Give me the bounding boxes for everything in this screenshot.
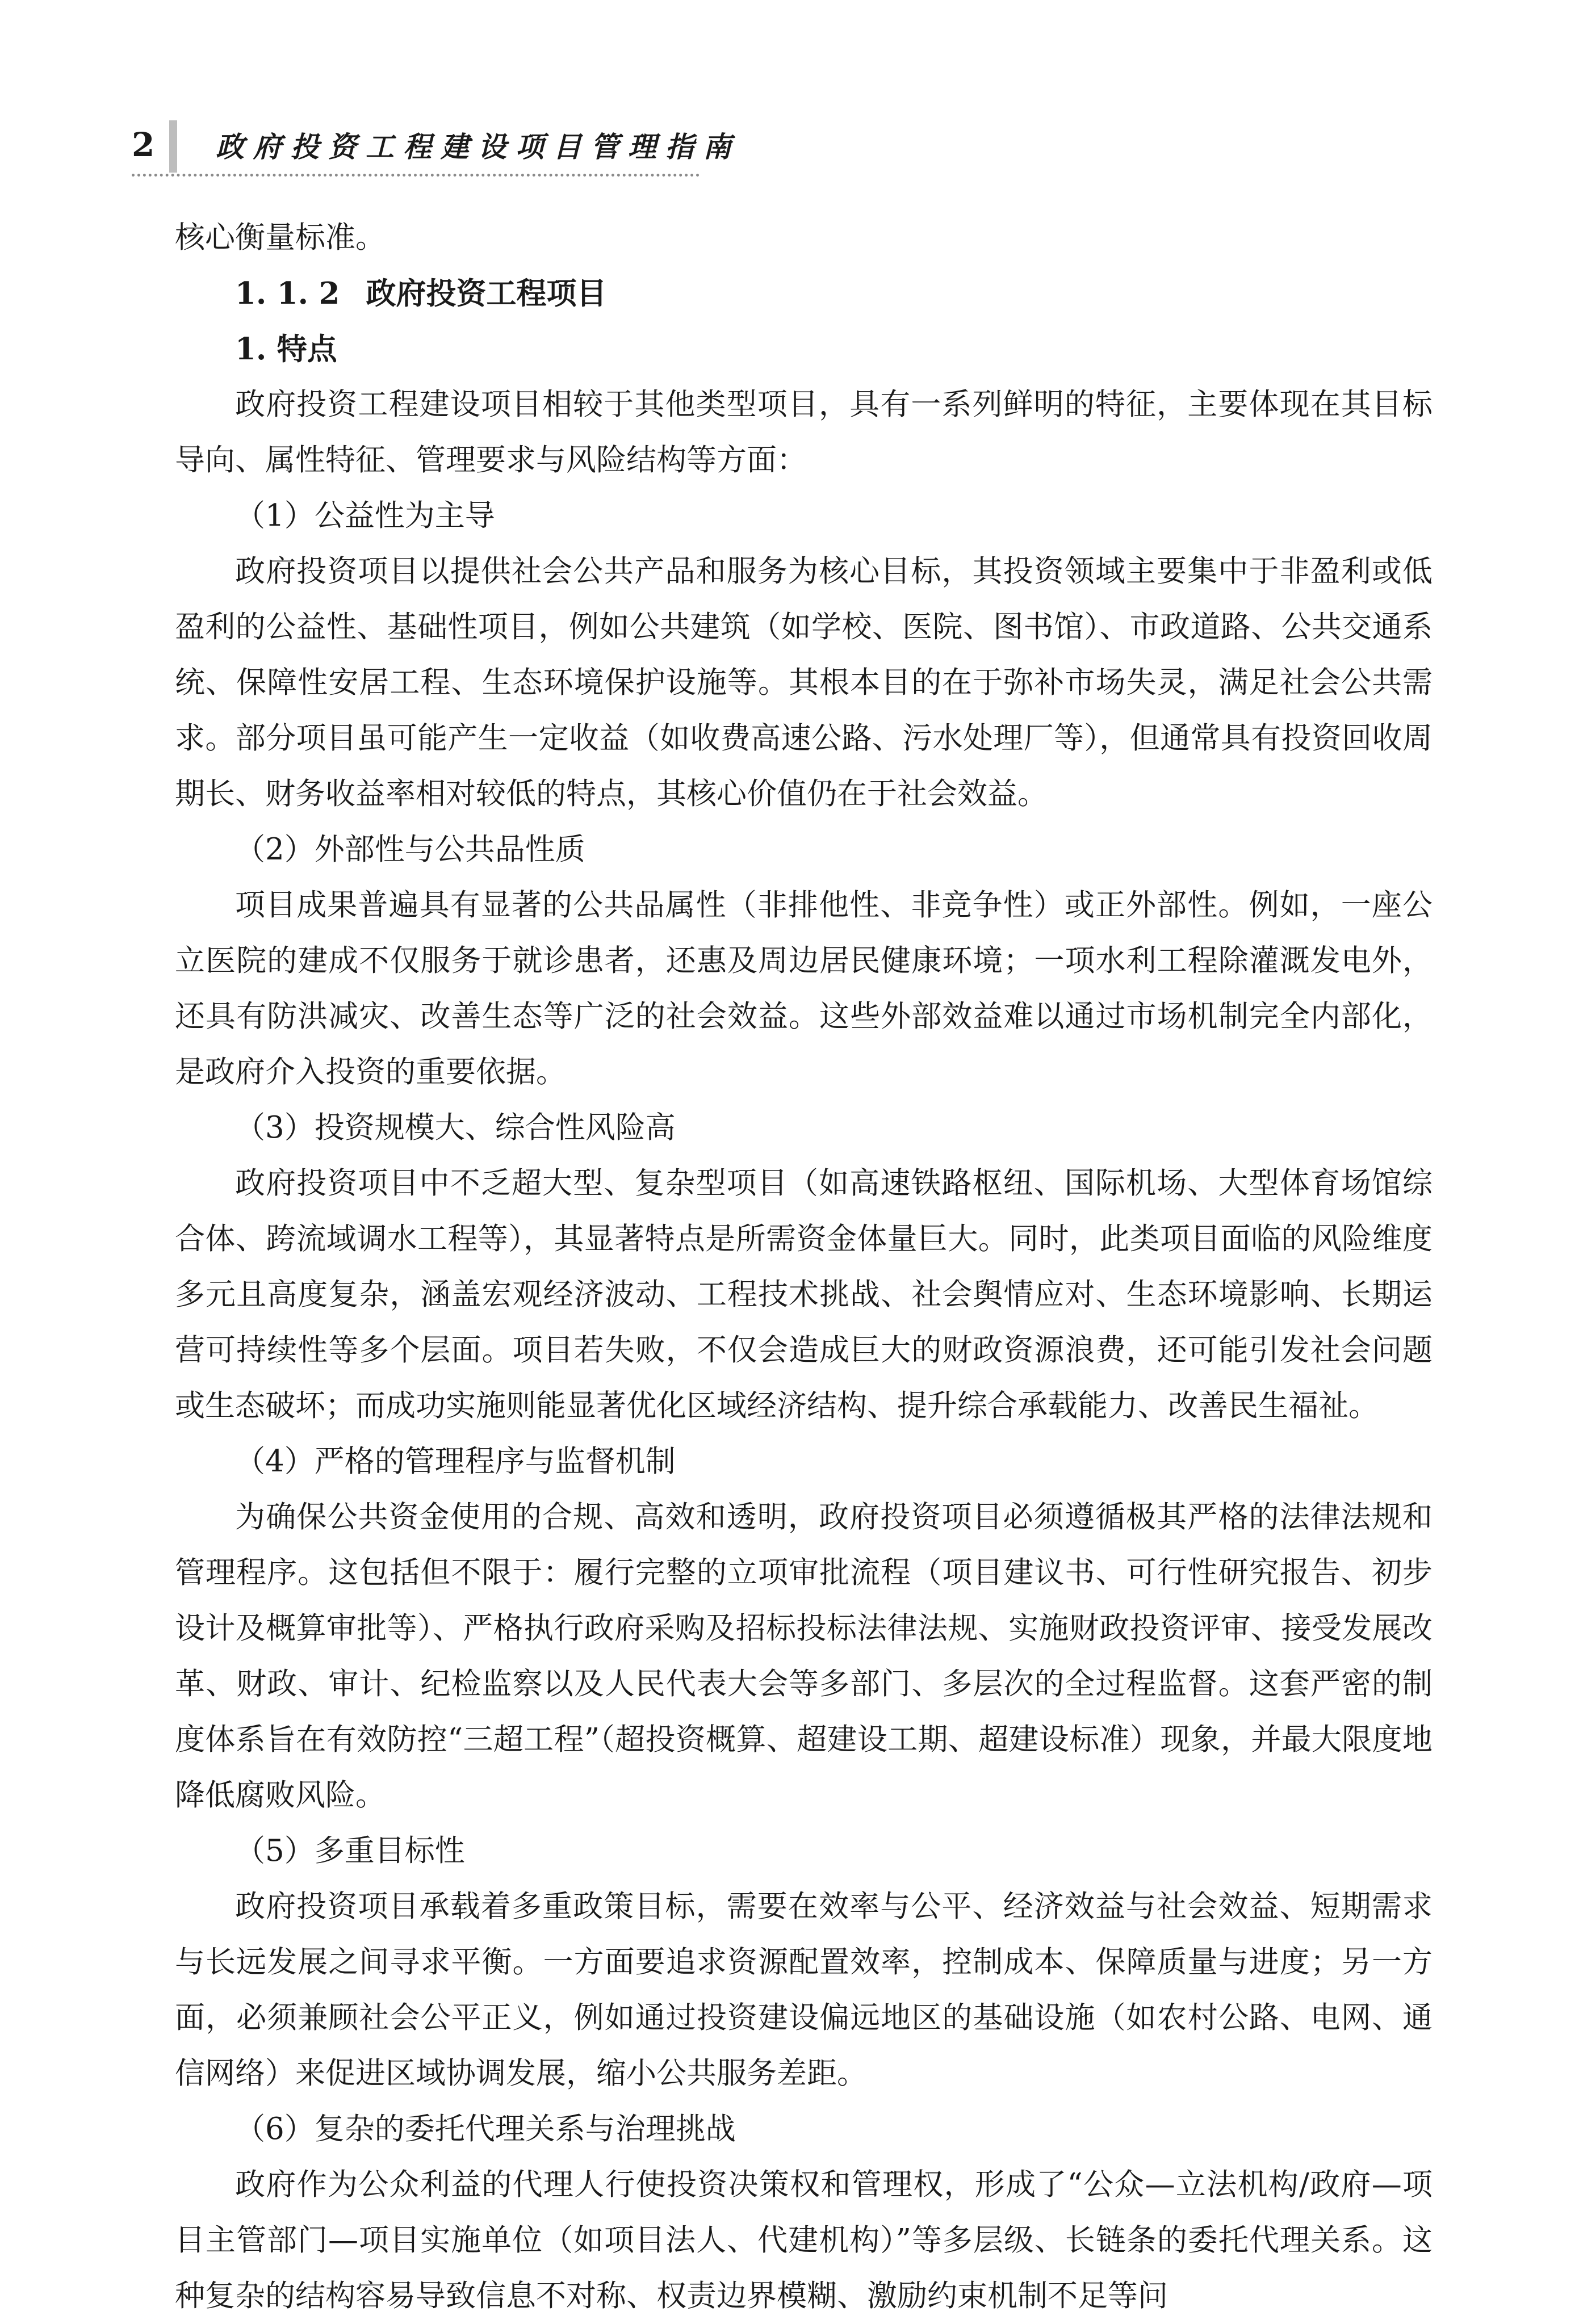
header-divider-bar xyxy=(169,120,177,173)
running-title: 政府投资工程建设项目管理指南 xyxy=(216,130,740,163)
item-heading-1: （1）公益性为主导 xyxy=(235,498,495,533)
section-heading xyxy=(175,266,1433,321)
item-heading-5: （5）多重目标性 xyxy=(235,1834,465,1868)
page-number: 2 xyxy=(132,125,155,164)
item-heading-3: （3）投资规模大、综合性风险高 xyxy=(235,1110,676,1145)
paragraph-3: 政府投资项目中不乏超大型、复杂型项目（如高速铁路枢纽、国际机场、大型体育场馆综合体、跨流域调水工程等），其显著特点是所需资金体量巨大。同时，此类项目面临的风险维度多元且高度复杂，涵盖宏观经济波动、工程技术挑战、社会舆情应对、生态环境影响、长期运营可持续性等多个层面。项目若失败，不仅会造成巨大的财政资源浪费，还可能引发社会问题或生态破坏；而成功实施则能显著优化区域经济结构、提升综合承载能力、改善民生福祉。 xyxy=(175,1166,1433,1423)
page-body xyxy=(175,210,1433,2324)
paragraph-6: 政府作为公众利益的代理人行使投资决策权和管理权，形成了“公众—立法机构/政府—项目主管部门—项目实施单位（如项目法人、代建机构）”等多层级、长链条的委托代理关系。这种复杂的结构容易导致信息不对称、权责边界模糊、激励约束机制不足等问 xyxy=(175,2167,1433,2313)
section-title: 政府投资工程项目 xyxy=(366,276,607,311)
paragraph-1: 政府投资项目以提供社会公共产品和服务为核心目标，其投资领域主要集中于非盈利或低盈利的公益性、基础性项目，例如公共建筑（如学校、医院、图书馆）、市政道路、公共交通系统、保障性安居工程、生态环境保护设施等。其根本目的在于弥补市场失灵，满足社会公共需求。部分项目虽可能产生一定收益（如收费高速公路、污水处理厂等），但通常具有投资回收周期长、财务收益率相对较低的特点，其核心价值仍在于社会效益。 xyxy=(175,554,1433,811)
subsection-heading: 1. 特点 xyxy=(235,332,337,367)
item-heading-2: （2）外部性与公共品性质 xyxy=(235,832,585,867)
header-dotted-rule xyxy=(132,174,700,177)
paragraph-4: 为确保公共资金使用的合规、高效和透明，政府投资项目必须遵循极其严格的法律法规和管理程序。这包括但不限于：履行完整的立项审批流程（项目建议书、可行性研究报告、初步设计及概算审批等）、严格执行政府采购及招标投标法律法规、实施财政投资评审、接受发展改革、财政、审计、纪检监察以及人民代表大会等多部门、多层次的全过程监督。这套严密的制度体系旨在有效防控“三超工程”（超投资概算、超建设工期、超建设标准）现象，并最大限度地降低腐败风险。 xyxy=(175,1500,1433,1813)
item-heading-6: （6）复杂的委托代理关系与治理挑战 xyxy=(235,2112,736,2146)
item-heading-4: （4）严格的管理程序与监督机制 xyxy=(235,1444,676,1479)
running-header xyxy=(132,120,740,171)
paragraph-5: 政府投资项目承载着多重政策目标，需要在效率与公平、经济效益与社会效益、短期需求与长远发展之间寻求平衡。一方面要追求资源配置效率，控制成本、保障质量与进度；另一方面，必须兼顾社会公平正义，例如通过投资建设偏远地区的基础设施（如农村公路、电网、通信网络）来促进区域协调发展，缩小公共服务差距。 xyxy=(175,1889,1433,2091)
paragraph-intro: 政府投资工程建设项目相较于其他类型项目，具有一系列鲜明的特征，主要体现在其目标导向、属性特征、管理要求与风险结构等方面： xyxy=(175,387,1433,477)
section-number: 1. 1. 2 xyxy=(235,276,340,311)
paragraph-continuation: 核心衡量标准。 xyxy=(175,220,386,255)
paragraph-2: 项目成果普遍具有显著的公共品属性（非排他性、非竞争性）或正外部性。例如，一座公立医院的建成不仅服务于就诊患者，还惠及周边居民健康环境；一项水利工程除灌溉发电外，还具有防洪减灾、改善生态等广泛的社会效益。这些外部效益难以通过市场机制完全内部化，是政府介入投资的重要依据。 xyxy=(175,888,1433,1089)
